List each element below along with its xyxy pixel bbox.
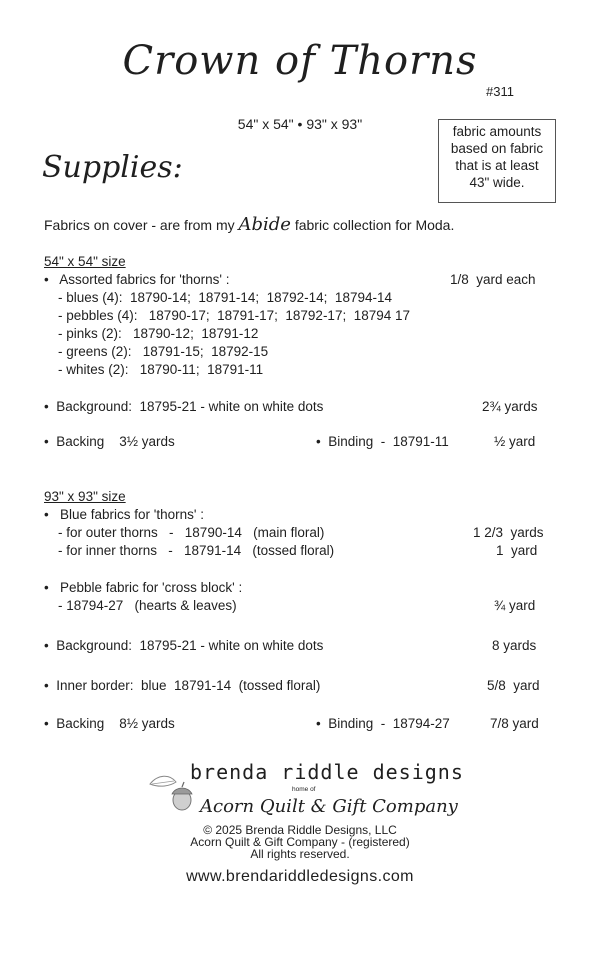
- color-list-item: - whites (2): 18790-11; 18791-11: [58, 362, 264, 377]
- inner-border-label: • Inner border: blue 18791-14 (tossed floral): [44, 678, 321, 693]
- intro-text: [44, 214, 454, 235]
- fabric-note-box: [438, 119, 556, 203]
- copyright-line: © 2025 Brenda Riddle Designs, LLC: [203, 823, 397, 837]
- backing-54-label: • Backing 3½ yards: [44, 434, 175, 449]
- copyright-line: All rights reserved.: [250, 847, 350, 861]
- binding-54-amount: ½ yard: [494, 434, 536, 449]
- intro-after: fabric collection for Moda.: [290, 217, 455, 233]
- copyright-block: [0, 824, 600, 860]
- backing-93-label: • Backing 8½ yards: [44, 716, 175, 731]
- background-93-label: • Background: 18795-21 - white on white dots: [44, 638, 324, 653]
- background-93-amount: 8 yards: [492, 638, 537, 653]
- pebble-fabric-label: • Pebble fabric for 'cross block' :: [44, 580, 243, 595]
- pattern-title: Crown of Thorns: [122, 38, 478, 84]
- pebble-fabric-detail: - 18794-27 (hearts & leaves): [58, 598, 237, 613]
- assorted-fabrics-amount: 1/8 yard each: [450, 272, 536, 287]
- outer-thorns-amount: 1 2/3 yards: [473, 525, 544, 540]
- note-line: 43" wide.: [469, 175, 525, 190]
- background-54-label: • Background: 18795-21 - white on white dots: [44, 399, 324, 414]
- background-54-amount: 2¾ yards: [482, 399, 538, 414]
- brand-name: brenda riddle designs: [190, 760, 464, 784]
- website-url[interactable]: www.brendariddledesigns.com: [186, 868, 414, 885]
- binding-93-amount: 7/8 yard: [490, 716, 539, 731]
- quilt-sizes: 54" x 54" • 93" x 93": [237, 116, 363, 132]
- note-line: that is at least: [455, 158, 539, 173]
- collection-name: Abide: [238, 214, 291, 235]
- company-name: Acorn Quilt & Gift Company: [200, 796, 458, 817]
- color-list-item: - pebbles (4): 18790-17; 18791-17; 18792-17; 18794 17: [58, 308, 411, 323]
- inner-thorns-label: - for inner thorns - 18791-14 (tossed floral): [58, 543, 335, 558]
- outer-thorns-label: - for outer thorns - 18790-14 (main floral): [58, 525, 325, 540]
- color-list-item: - greens (2): 18791-15; 18792-15: [58, 344, 269, 359]
- pattern-number: #311: [486, 84, 514, 99]
- copyright-line: Acorn Quilt & Gift Company - (registered): [190, 835, 410, 849]
- blue-fabrics-label: • Blue fabrics for 'thorns' :: [44, 507, 204, 522]
- size-93-heading: 93" x 93" size: [44, 489, 126, 504]
- binding-54-label: • Binding - 18791-11: [316, 434, 449, 449]
- inner-thorns-amount: 1 yard: [496, 543, 538, 558]
- inner-border-amount: 5/8 yard: [487, 678, 540, 693]
- supplies-heading: Supplies:: [42, 150, 183, 185]
- pebble-fabric-amount: ¾ yard: [494, 598, 536, 613]
- binding-93-label: • Binding - 18794-27: [316, 716, 450, 731]
- home-of-label: home of: [292, 786, 316, 793]
- size-54-heading: 54" x 54" size: [44, 254, 126, 269]
- intro-before: Fabrics on cover - are from my: [44, 217, 239, 233]
- color-list-item: - pinks (2): 18790-12; 18791-12: [58, 326, 259, 341]
- assorted-fabrics-label: • Assorted fabrics for 'thorns' :: [44, 272, 230, 287]
- note-line: based on fabric: [450, 141, 544, 156]
- note-line: fabric amounts: [452, 124, 542, 139]
- color-list-item: - blues (4): 18790-14; 18791-14; 18792-14; 18794-14: [58, 290, 392, 305]
